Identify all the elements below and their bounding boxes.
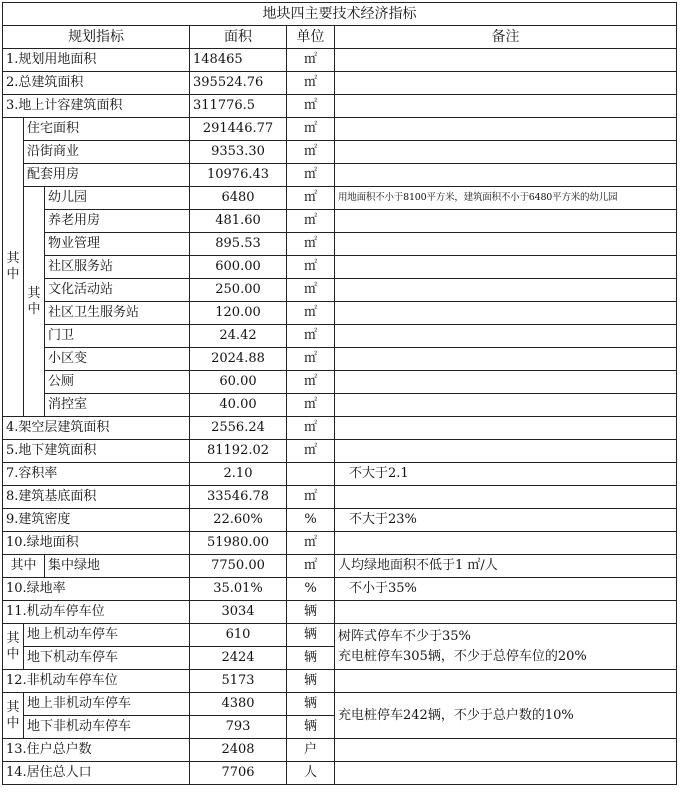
row-label: 9.建筑密度 xyxy=(3,509,190,532)
row-unit: ㎡ xyxy=(287,532,335,555)
row-unit: 辆 xyxy=(287,693,335,716)
row-note xyxy=(335,256,677,279)
table-row xyxy=(3,739,677,762)
row-value: 250.00 xyxy=(190,279,287,302)
row-note xyxy=(335,95,677,118)
row-value: 2408 xyxy=(190,739,287,762)
row-label: 文化活动站 xyxy=(45,279,190,302)
row-unit: 辆 xyxy=(287,716,335,739)
row-value: 6480 xyxy=(190,187,287,210)
row-value: 33546.78 xyxy=(190,486,287,509)
row-label: 小区变 xyxy=(45,348,190,371)
row-value: 481.60 xyxy=(190,210,287,233)
table-row xyxy=(3,210,677,233)
row-unit: ㎡ xyxy=(287,141,335,164)
row-unit: ㎡ xyxy=(287,49,335,72)
row-unit: ㎡ xyxy=(287,256,335,279)
table-row xyxy=(3,187,677,210)
nonmotor-note: 充电桩停车242辆，不少于总户数的10% xyxy=(335,693,677,739)
table-title: 地块四主要技术经济指标 xyxy=(3,3,677,26)
table-row xyxy=(3,578,677,601)
row-label: 7.容积率 xyxy=(3,463,190,486)
row-unit: ㎡ xyxy=(287,555,335,578)
table-row xyxy=(3,141,677,164)
row-label: 公厕 xyxy=(45,371,190,394)
row-unit: ㎡ xyxy=(287,486,335,509)
row-label: 消控室 xyxy=(45,394,190,417)
title-row xyxy=(3,3,677,26)
row-unit: ㎡ xyxy=(287,302,335,325)
row-unit: ㎡ xyxy=(287,348,335,371)
row-label: 3.地上计容建筑面积 xyxy=(3,95,190,118)
table-row xyxy=(3,279,677,302)
indicator-table xyxy=(2,2,677,785)
header-remark: 备注 xyxy=(335,26,677,49)
group-label-vehicles: 其中 xyxy=(3,624,24,670)
table-row xyxy=(3,118,677,141)
table-row xyxy=(3,302,677,325)
row-unit: % xyxy=(287,509,335,532)
row-value: 291446.77 xyxy=(190,118,287,141)
row-note xyxy=(335,394,677,417)
row-value: 22.60% xyxy=(190,509,287,532)
row-label: 11.机动车停车位 xyxy=(3,601,190,624)
row-value: 120.00 xyxy=(190,302,287,325)
table-row xyxy=(3,555,677,578)
row-value: 40.00 xyxy=(190,394,287,417)
row-label: 12.非机动车停车位 xyxy=(3,670,190,693)
row-label: 4.架空层建筑面积 xyxy=(3,417,190,440)
row-note xyxy=(335,601,677,624)
row-label: 门卫 xyxy=(45,325,190,348)
row-unit: 辆 xyxy=(287,624,335,647)
row-unit: ㎡ xyxy=(287,187,335,210)
row-note xyxy=(335,279,677,302)
row-label: 8.建筑基底面积 xyxy=(3,486,190,509)
row-value: 3034 xyxy=(190,601,287,624)
row-label: 地下机动车停车 xyxy=(24,647,190,670)
row-value: 2024.88 xyxy=(190,348,287,371)
table-row xyxy=(3,164,677,187)
row-value: 7706 xyxy=(190,762,287,785)
table-row xyxy=(3,693,677,716)
group-label-greening: 其中 xyxy=(3,555,45,578)
row-label: 沿街商业 xyxy=(24,141,190,164)
row-unit: ㎡ xyxy=(287,118,335,141)
row-value: 311776.5 xyxy=(190,95,287,118)
row-value: 600.00 xyxy=(190,256,287,279)
header-unit: 单位 xyxy=(287,26,335,49)
table-row xyxy=(3,624,677,647)
motor-note-1: 树阵式停车不少于35% xyxy=(338,628,471,644)
row-note xyxy=(335,210,677,233)
row-value: 24.42 xyxy=(190,325,287,348)
row-unit: ㎡ xyxy=(287,394,335,417)
row-note xyxy=(335,417,677,440)
table-row xyxy=(3,371,677,394)
row-label: 地上非机动车停车 xyxy=(24,693,190,716)
row-label: 养老用房 xyxy=(45,210,190,233)
row-unit: ㎡ xyxy=(287,417,335,440)
row-note xyxy=(335,302,677,325)
row-value: 51980.00 xyxy=(190,532,287,555)
row-unit: ㎡ xyxy=(287,95,335,118)
row-label: 地下非机动车停车 xyxy=(24,716,190,739)
table-row xyxy=(3,509,677,532)
table-row xyxy=(3,95,677,118)
row-value: 895.53 xyxy=(190,233,287,256)
table-row xyxy=(3,762,677,785)
table-row xyxy=(3,486,677,509)
row-note xyxy=(335,233,677,256)
row-note xyxy=(335,49,677,72)
row-unit: ㎡ xyxy=(287,440,335,463)
row-label: 社区卫生服务站 xyxy=(45,302,190,325)
table-row xyxy=(3,325,677,348)
row-value: 4380 xyxy=(190,693,287,716)
row-note xyxy=(335,164,677,187)
row-unit xyxy=(287,463,335,486)
row-value: 395524.76 xyxy=(190,72,287,95)
header-indicator: 规划指标 xyxy=(3,26,190,49)
row-label: 物业管理 xyxy=(45,233,190,256)
row-value: 9353.30 xyxy=(190,141,287,164)
table-row xyxy=(3,532,677,555)
row-unit: ㎡ xyxy=(287,279,335,302)
header-row xyxy=(3,26,677,49)
row-label: 地上机动车停车 xyxy=(24,624,190,647)
row-value: 2556.24 xyxy=(190,417,287,440)
row-note xyxy=(335,348,677,371)
row-unit: 辆 xyxy=(287,647,335,670)
row-label: 10.绿地面积 xyxy=(3,532,190,555)
motor-note-cell xyxy=(335,624,677,670)
row-note xyxy=(335,739,677,762)
row-label: 10.绿地率 xyxy=(3,578,190,601)
table-row xyxy=(3,233,677,256)
table-row xyxy=(3,463,677,486)
row-label: 住宅面积 xyxy=(24,118,190,141)
row-note xyxy=(335,371,677,394)
row-note xyxy=(335,72,677,95)
table-row xyxy=(3,72,677,95)
table-row xyxy=(3,670,677,693)
row-value: 2.10 xyxy=(190,463,287,486)
row-value: 610 xyxy=(190,624,287,647)
group-label-outer: 其中 xyxy=(3,118,24,417)
row-unit: 辆 xyxy=(287,601,335,624)
row-note xyxy=(335,532,677,555)
row-value: 60.00 xyxy=(190,371,287,394)
row-value: 81192.02 xyxy=(190,440,287,463)
row-note xyxy=(335,325,677,348)
row-label: 集中绿地 xyxy=(45,555,190,578)
row-unit: ㎡ xyxy=(287,371,335,394)
row-unit: ㎡ xyxy=(287,164,335,187)
row-unit: ㎡ xyxy=(287,325,335,348)
row-note xyxy=(335,486,677,509)
row-note xyxy=(335,118,677,141)
row-note xyxy=(335,762,677,785)
row-value: 793 xyxy=(190,716,287,739)
table-row xyxy=(3,417,677,440)
row-unit: ㎡ xyxy=(287,233,335,256)
row-label: 幼儿园 xyxy=(45,187,190,210)
row-label: 14.居住总人口 xyxy=(3,762,190,785)
row-unit: ㎡ xyxy=(287,210,335,233)
row-unit: 户 xyxy=(287,739,335,762)
header-area: 面积 xyxy=(190,26,287,49)
row-note: 不大于23% xyxy=(335,509,677,532)
row-value: 5173 xyxy=(190,670,287,693)
group-label-nonvehicles: 其中 xyxy=(3,693,24,739)
row-note: 不小于35% xyxy=(335,578,677,601)
table-row xyxy=(3,348,677,371)
row-unit: 辆 xyxy=(287,670,335,693)
row-note xyxy=(335,670,677,693)
row-label: 社区服务站 xyxy=(45,256,190,279)
row-value: 35.01% xyxy=(190,578,287,601)
group-label-inner: 其中 xyxy=(24,187,45,417)
row-label: 13.住户总户数 xyxy=(3,739,190,762)
row-note: 用地面积不小于8100平方米，建筑面积不小于6480平方米的幼儿园 xyxy=(335,187,677,210)
row-label: 5.地下建筑面积 xyxy=(3,440,190,463)
row-label: 2.总建筑面积 xyxy=(3,72,190,95)
row-note: 人均绿地面积不低于1 ㎡/人 xyxy=(335,555,677,578)
row-unit: ㎡ xyxy=(287,72,335,95)
table-row xyxy=(3,49,677,72)
table-row xyxy=(3,256,677,279)
row-label: 配套用房 xyxy=(24,164,190,187)
table-row xyxy=(3,394,677,417)
row-label: 1.规划用地面积 xyxy=(3,49,190,72)
row-unit: % xyxy=(287,578,335,601)
table-row xyxy=(3,601,677,624)
row-value: 7750.00 xyxy=(190,555,287,578)
row-value: 2424 xyxy=(190,647,287,670)
row-value: 148465 xyxy=(190,49,287,72)
row-value: 10976.43 xyxy=(190,164,287,187)
row-note xyxy=(335,440,677,463)
table-row xyxy=(3,440,677,463)
row-unit: 人 xyxy=(287,762,335,785)
row-note: 不大于2.1 xyxy=(335,463,677,486)
motor-note-2: 充电桩停车305辆，不少于总停车位的20% xyxy=(338,648,587,664)
row-note xyxy=(335,141,677,164)
